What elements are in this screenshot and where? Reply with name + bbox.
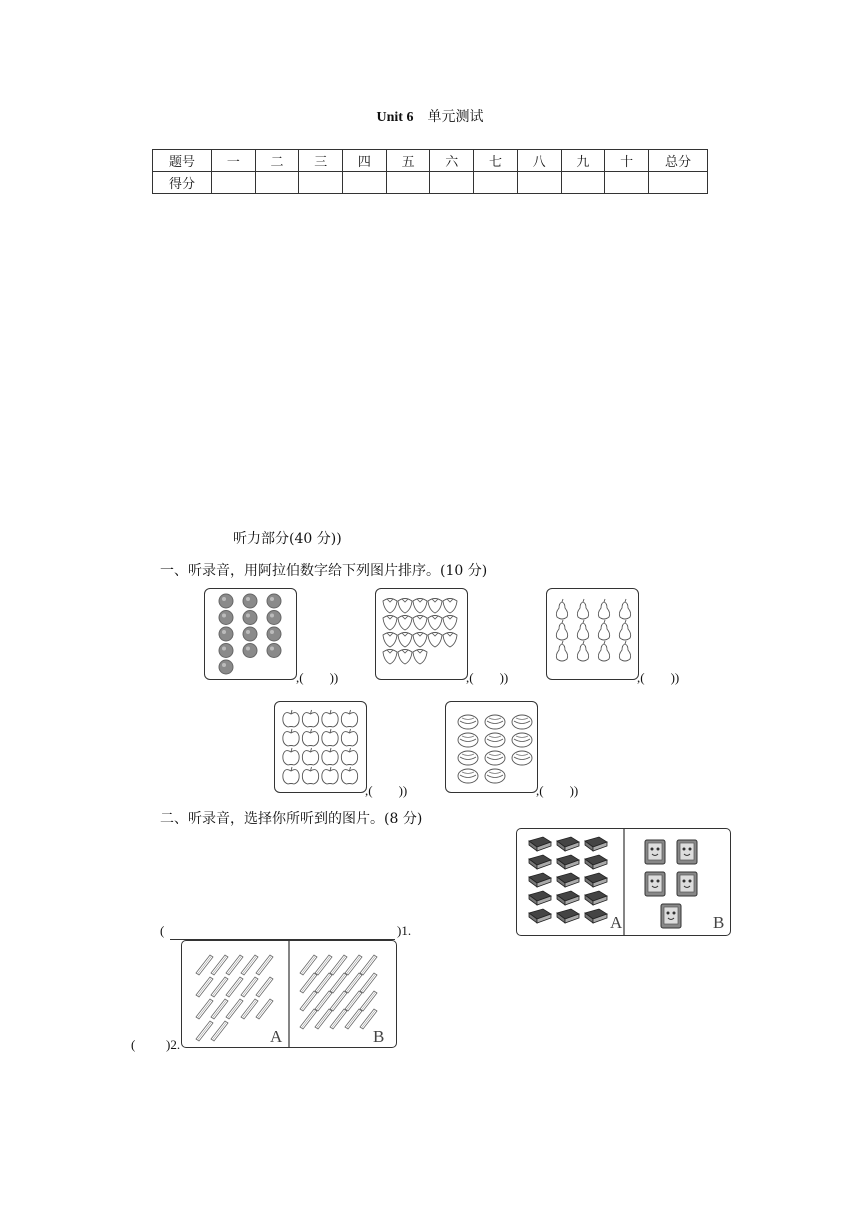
apple-icon [302, 710, 318, 727]
strawberry-icon [398, 633, 412, 648]
q2-item1-picture [516, 828, 731, 936]
score-input-cell[interactable] [474, 172, 518, 194]
apple-icon [283, 767, 299, 784]
pencil-icon [196, 955, 213, 975]
apple-icon [302, 767, 318, 784]
strawberry-icon [413, 633, 427, 648]
orange-icon [267, 611, 281, 625]
orange-icon [267, 627, 281, 641]
pear-icon [598, 641, 609, 661]
score-cell: 十 [605, 150, 649, 172]
pencil-icon [300, 973, 317, 993]
strawberry-icon [383, 599, 397, 614]
peach-icon [446, 702, 537, 792]
apple-icon [322, 748, 338, 765]
q1-picture-strawberries [375, 588, 468, 680]
q2-item2-label-b: B [373, 1027, 385, 1046]
pear-icon [577, 620, 588, 640]
orange-icon [267, 644, 281, 658]
score-input-cell[interactable] [649, 172, 708, 194]
score-cell: 总分 [649, 150, 708, 172]
apple-icon [322, 767, 338, 784]
pencil-icon [315, 973, 332, 993]
score-row-label: 得分 [153, 172, 212, 194]
pencil-icon [315, 955, 332, 975]
pear-icon [556, 599, 567, 619]
pencil-icon [256, 955, 273, 975]
pear-icon [598, 620, 609, 640]
score-cell: 二 [255, 150, 299, 172]
strawberry-icon [376, 589, 467, 679]
strawberry-icon [443, 633, 457, 648]
apple-icon [322, 710, 338, 727]
page-title [0, 106, 860, 126]
peach-icon [458, 733, 478, 747]
book-icon [529, 855, 551, 869]
strawberry-icon [428, 599, 442, 614]
pencil-icon [345, 991, 362, 1011]
book-icon [529, 837, 551, 851]
pear-icon [556, 620, 567, 640]
peach-icon [458, 751, 478, 765]
strawberry-icon [398, 616, 412, 631]
orange-icon [219, 660, 233, 674]
notebook-icon [645, 872, 665, 896]
book-icon [517, 829, 730, 935]
strawberry-icon [383, 650, 397, 665]
apple-icon [275, 702, 366, 792]
apple-icon [302, 748, 318, 765]
peach-icon [512, 751, 532, 765]
pencil-icon [315, 991, 332, 1011]
book-icon [557, 909, 579, 923]
book-icon [557, 855, 579, 869]
score-cell: 一 [212, 150, 256, 172]
apple-icon [302, 729, 318, 746]
pencil-icon [345, 955, 362, 975]
pencil-icon [196, 977, 213, 997]
listening-heading: 听力部分(40 分)) [233, 531, 342, 547]
pencil-icon [211, 999, 228, 1019]
apple-icon [283, 729, 299, 746]
pencil-icon [226, 999, 243, 1019]
q1-answer-blank[interactable]: ,( )) [466, 670, 509, 685]
q1-answer-blank[interactable]: ,( )) [296, 670, 339, 685]
book-icon [585, 909, 607, 923]
pencil-icon [300, 1009, 317, 1029]
pencil-icon [211, 1021, 228, 1041]
q1-picture-oranges [204, 588, 297, 680]
strawberry-icon [413, 599, 427, 614]
peach-icon [458, 769, 478, 783]
orange-icon [243, 627, 257, 641]
book-icon [529, 873, 551, 887]
pencil-icon [360, 1009, 377, 1029]
pencil-icon [211, 977, 228, 997]
pear-icon [619, 599, 630, 619]
pencil-icon [256, 999, 273, 1019]
q2-item2-picture [181, 940, 397, 1048]
score-cell: 九 [561, 150, 605, 172]
pencil-icon [315, 1009, 332, 1029]
pencil-icon [196, 999, 213, 1019]
apple-icon [341, 767, 357, 784]
strawberry-icon [398, 599, 412, 614]
score-input-cell[interactable] [386, 172, 430, 194]
title-text: 单元测试 [427, 109, 484, 125]
notebook-icon [645, 840, 665, 864]
pencil-icon [241, 955, 258, 975]
orange-icon [243, 594, 257, 608]
pencil-icon [330, 955, 347, 975]
book-icon [557, 873, 579, 887]
pear-icon [619, 620, 630, 640]
score-table-header-row [153, 150, 708, 172]
q1-answer-blank[interactable]: ,( )) [536, 783, 579, 798]
pear-icon [577, 599, 588, 619]
score-cell: 四 [343, 150, 387, 172]
apple-icon [341, 729, 357, 746]
score-cell: 三 [299, 150, 343, 172]
orange-icon [267, 594, 281, 608]
q2-item2-number: )2. [166, 1037, 181, 1052]
pear-icon [577, 641, 588, 661]
pear-icon [598, 599, 609, 619]
q1-answer-blank[interactable]: ,( )) [637, 670, 680, 685]
q1-answer-blank[interactable]: ,( )) [365, 783, 408, 798]
peach-icon [512, 715, 532, 729]
apple-icon [322, 729, 338, 746]
score-input-cell[interactable] [343, 172, 387, 194]
apple-icon [341, 710, 357, 727]
pencil-icon [256, 977, 273, 997]
notebook-icon [677, 872, 697, 896]
pencil-icon [182, 941, 396, 1047]
q1-picture-peaches [445, 701, 538, 793]
apple-icon [283, 748, 299, 765]
pencil-icon [330, 991, 347, 1011]
pencil-icon [300, 991, 317, 1011]
strawberry-icon [383, 616, 397, 631]
orange-icon [219, 594, 233, 608]
pencil-icon [345, 973, 362, 993]
strawberry-icon [443, 599, 457, 614]
q1-picture-apples [274, 701, 367, 793]
peach-icon [485, 733, 505, 747]
notebook-icon [661, 904, 681, 928]
strawberry-icon [443, 616, 457, 631]
peach-icon [485, 769, 505, 783]
orange-icon [205, 589, 296, 679]
pencil-icon [330, 1009, 347, 1029]
strawberry-icon [413, 650, 427, 665]
score-input-cell[interactable] [561, 172, 605, 194]
q1-title: 一、听录音，用阿拉伯数字给下列图片排序。(10 分) [160, 563, 488, 579]
pencil-icon [226, 977, 243, 997]
book-icon [585, 837, 607, 851]
pencil-icon [300, 955, 317, 975]
unit-label: Unit 6 [376, 110, 414, 125]
orange-icon [219, 611, 233, 625]
pencil-icon [196, 1021, 213, 1041]
pencil-icon [241, 977, 258, 997]
strawberry-icon [398, 650, 412, 665]
strawberry-icon [428, 633, 442, 648]
peach-icon [485, 751, 505, 765]
apple-icon [341, 748, 357, 765]
score-input-cell[interactable] [430, 172, 474, 194]
strawberry-icon [413, 616, 427, 631]
q2-item2-label-a: A [270, 1027, 283, 1046]
q2-item2-open-paren[interactable]: ( [131, 1037, 136, 1052]
score-input-cell[interactable] [212, 172, 256, 194]
score-table [152, 149, 708, 194]
pencil-icon [360, 973, 377, 993]
book-icon [557, 837, 579, 851]
score-input-cell[interactable] [255, 172, 299, 194]
peach-icon [458, 715, 478, 729]
book-icon [529, 909, 551, 923]
q2-item1-label-b: B [713, 913, 725, 932]
book-icon [585, 891, 607, 905]
pencil-icon [360, 991, 377, 1011]
strawberry-icon [428, 616, 442, 631]
pencil-icon [241, 999, 258, 1019]
orange-icon [219, 627, 233, 641]
orange-icon [243, 644, 257, 658]
peach-icon [485, 715, 505, 729]
notebook-icon [677, 840, 697, 864]
score-input-cell[interactable] [605, 172, 649, 194]
pencil-icon [345, 1009, 362, 1029]
score-input-cell[interactable] [299, 172, 343, 194]
score-table-score-row [153, 172, 708, 194]
score-cell: 六 [430, 150, 474, 172]
score-cell: 八 [517, 150, 561, 172]
pear-icon [619, 641, 630, 661]
book-icon [529, 891, 551, 905]
peach-icon [512, 733, 532, 747]
book-icon [585, 855, 607, 869]
q1-picture-pears [546, 588, 639, 680]
pencil-icon [211, 955, 228, 975]
pencil-icon [360, 955, 377, 975]
orange-icon [243, 611, 257, 625]
pencil-icon [330, 973, 347, 993]
pencil-icon [226, 955, 243, 975]
score-cell: 五 [386, 150, 430, 172]
q2-item1-label-a: A [610, 913, 623, 932]
book-icon [585, 873, 607, 887]
pear-icon [556, 641, 567, 661]
score-cell: 题号 [153, 150, 212, 172]
book-icon [557, 891, 579, 905]
apple-icon [283, 710, 299, 727]
pear-icon [547, 589, 638, 679]
q2-item1-number: )1. [397, 923, 412, 938]
score-input-cell[interactable] [517, 172, 561, 194]
orange-icon [219, 644, 233, 658]
score-cell: 七 [474, 150, 518, 172]
q2-item1-open-paren: ( [160, 923, 165, 938]
q2-title: 二、听录音，选择你所听到的图片。(8 分) [160, 811, 423, 827]
strawberry-icon [383, 633, 397, 648]
